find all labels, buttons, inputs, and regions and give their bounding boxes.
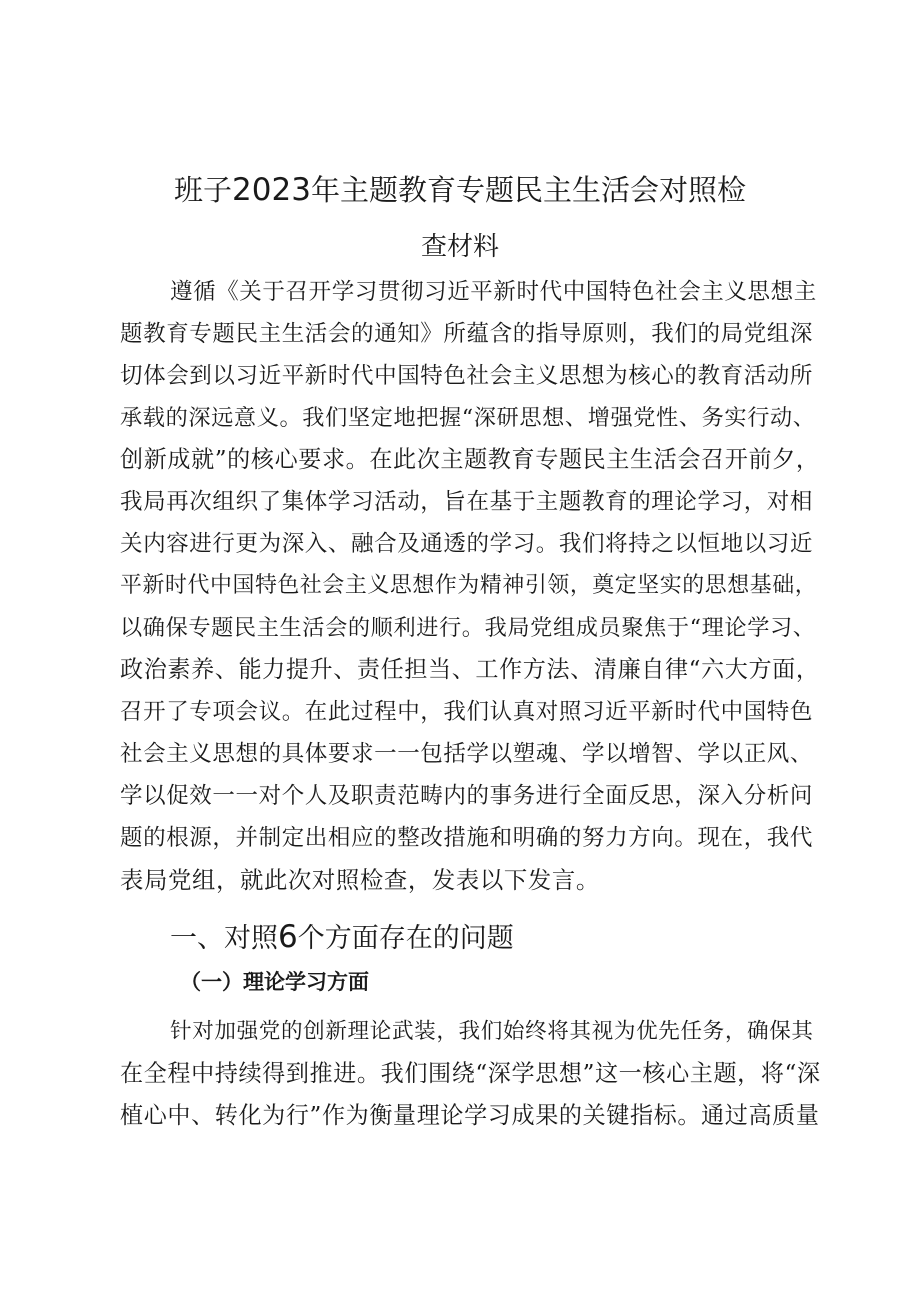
intro-line: 题的根源，并制定出相应的整改措施和明确的努力方向。现在，我代: [120, 825, 814, 851]
intro-line: 学以促效一一对个人及职责范畴内的事务进行全面反思，深入分析问: [120, 783, 814, 809]
intro-line: 遵循《关于召开学习贯彻习近平新时代中国特色社会主义思想主: [170, 279, 817, 305]
intro-line: 切体会到以习近平新时代中国特色社会主义思想为核心的教育活动所: [120, 363, 814, 389]
intro-line: 表局党组，就此次对照检查，发表以下发言。: [120, 866, 600, 894]
document-title-line-2: 查材料: [420, 232, 499, 262]
title-suffix: 年主题教育专题民主生活会对照检: [310, 173, 746, 207]
section-heading-suffix: 个方面存在的问题: [297, 923, 514, 954]
title-prefix: 班子: [174, 173, 233, 207]
title-year: 2023: [232, 172, 311, 208]
section-heading: [170, 916, 514, 955]
intro-line: 题教育专题民主生活会的通知》所蕴含的指导原则，我们的局党组深: [120, 321, 814, 347]
intro-line: 政治素养、能力提升、责任担当、工作方法、清廉自律“六大方面，: [120, 657, 820, 683]
body-line: 植心中、转化为行”作为衡量理论学习成果的关键指标。通过高质量: [120, 1103, 820, 1129]
section-heading-number: 6: [278, 919, 298, 955]
intro-line: 社会主义思想的具体要求一一包括学以塑魂、学以增智、学以正风、: [120, 741, 814, 767]
intro-line: 创新成就”的核心要求。在此次主题教育专题民主生活会召开前夕，: [120, 447, 820, 473]
intro-line: 平新时代中国特色社会主义思想作为精神引领，奠定坚实的思想基础，: [120, 573, 818, 598]
intro-line: 承载的深远意义。我们坚定地把握“深研思想、增强党性、务实行动、: [120, 405, 816, 431]
body-line: 在全程中持续得到推进。我们围绕“深学思想”这一核心主题，将“深: [120, 1061, 821, 1087]
intro-line: 我局再次组织了集体学习活动，旨在基于主题教育的理论学习，对相: [120, 489, 814, 515]
section-heading-prefix: 一、对照: [170, 923, 278, 954]
document-title-line-1: [120, 168, 800, 209]
intro-line: 召开了专项会议。在此过程中，我们认真对照习近平新时代中国特色: [120, 699, 814, 725]
intro-line: 关内容进行更为深入、融合及通透的学习。我们将持之以恒地以习近: [120, 531, 814, 557]
subsection-heading: （一）理论学习方面: [180, 969, 369, 994]
intro-line: 以确保专题民主生活会的顺利进行。我局党组成员聚焦于“理论学习、: [120, 615, 816, 641]
body-line: 针对加强党的创新理论武装，我们始终将其视为优先任务，确保其: [170, 1019, 814, 1044]
